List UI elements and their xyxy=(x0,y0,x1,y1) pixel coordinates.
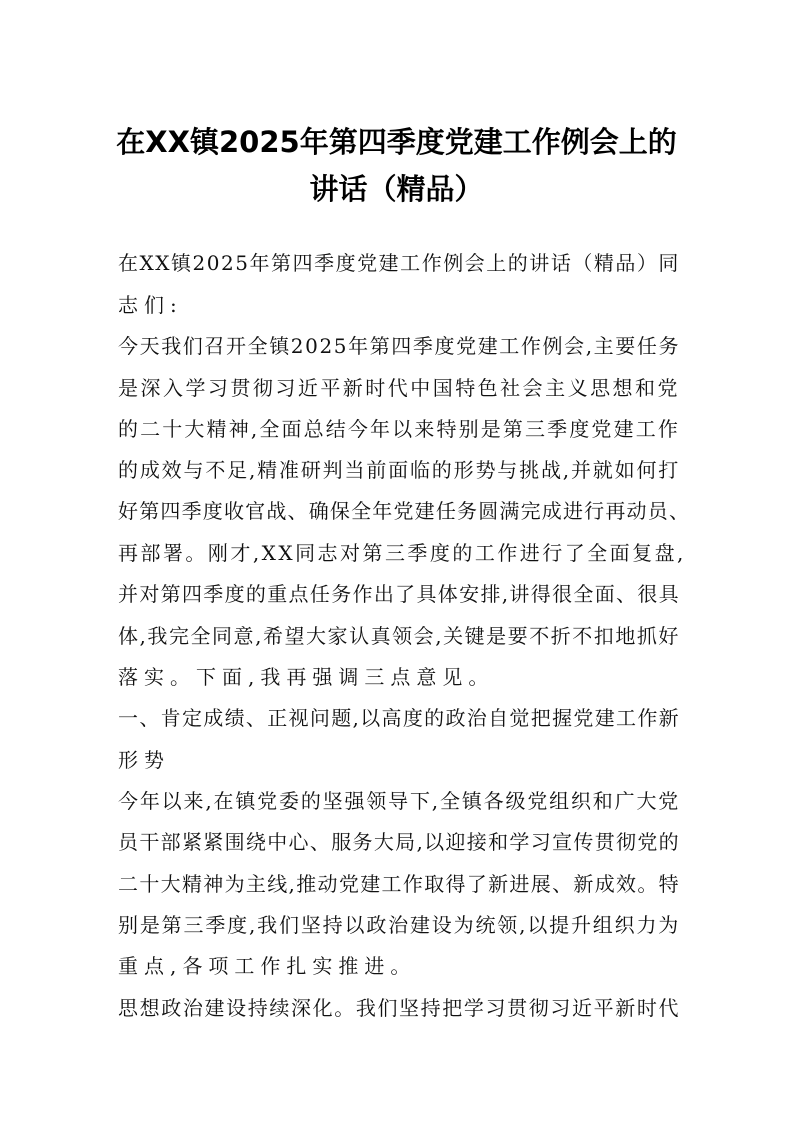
body-text-line: 的二十大精神,全面总结今年以来特别是第三季度党建工作 xyxy=(118,417,680,441)
section-heading-line: 一、肯定成绩、正视问题,以高度的政治自觉把握党建工作新 xyxy=(118,706,680,730)
body-text-line: 好第四季度收官战、确保全年党建任务圆满完成进行再动员、 xyxy=(118,499,691,523)
body-text-line: 二十大精神为主线,推动党建工作取得了新进展、新成效。特 xyxy=(118,872,680,896)
body-text-line: 思想政治建设持续深化。我们坚持把学习贯彻习近平新时代 xyxy=(118,996,681,1020)
body-text-line: 今天我们召开全镇2025年第四季度党建工作例会,主要任务 xyxy=(118,334,681,358)
body-text-line: 别是第三季度,我们坚持以政治建设为统领,以提升组织力为 xyxy=(118,913,681,937)
document-title-line-2: 讲话（精品） xyxy=(309,172,484,206)
body-text-line: 重点,各项工作扎实推进。 xyxy=(118,954,417,978)
body-text-line: 今年以来,在镇党委的坚强领导下,全镇各级党组织和广大党 xyxy=(118,789,681,813)
body-text-line: 的成效与不足,精准研判当前面临的形势与挑战,并就如何打 xyxy=(118,458,681,482)
body-text-line: 是深入学习贯彻习近平新时代中国特色社会主义思想和党 xyxy=(118,376,680,400)
body-text-line: 落实。下面,我再强调三点意见。 xyxy=(118,665,495,689)
body-text-line: 员干部紧紧围绕中心、服务大局,以迎接和学习宣传贯彻党的 xyxy=(118,830,680,854)
document-title-line-1: 在XX镇2025年第四季度党建工作例会上的 xyxy=(116,125,677,159)
body-text-line: 志们: xyxy=(118,293,183,317)
section-heading-line: 形势 xyxy=(118,748,170,772)
body-text-line: 在XX镇2025年第四季度党建工作例会上的讲话（精品）同 xyxy=(118,251,680,275)
body-text-line: 再部署。刚才,XX同志对第三季度的工作进行了全面复盘, xyxy=(118,541,686,565)
body-text-line: 并对第四季度的重点任务作出了具体安排,讲得很全面、很具 xyxy=(118,582,680,606)
body-text-line: 体,我完全同意,希望大家认真领会,关键是要不折不扣地抓好 xyxy=(118,624,680,648)
